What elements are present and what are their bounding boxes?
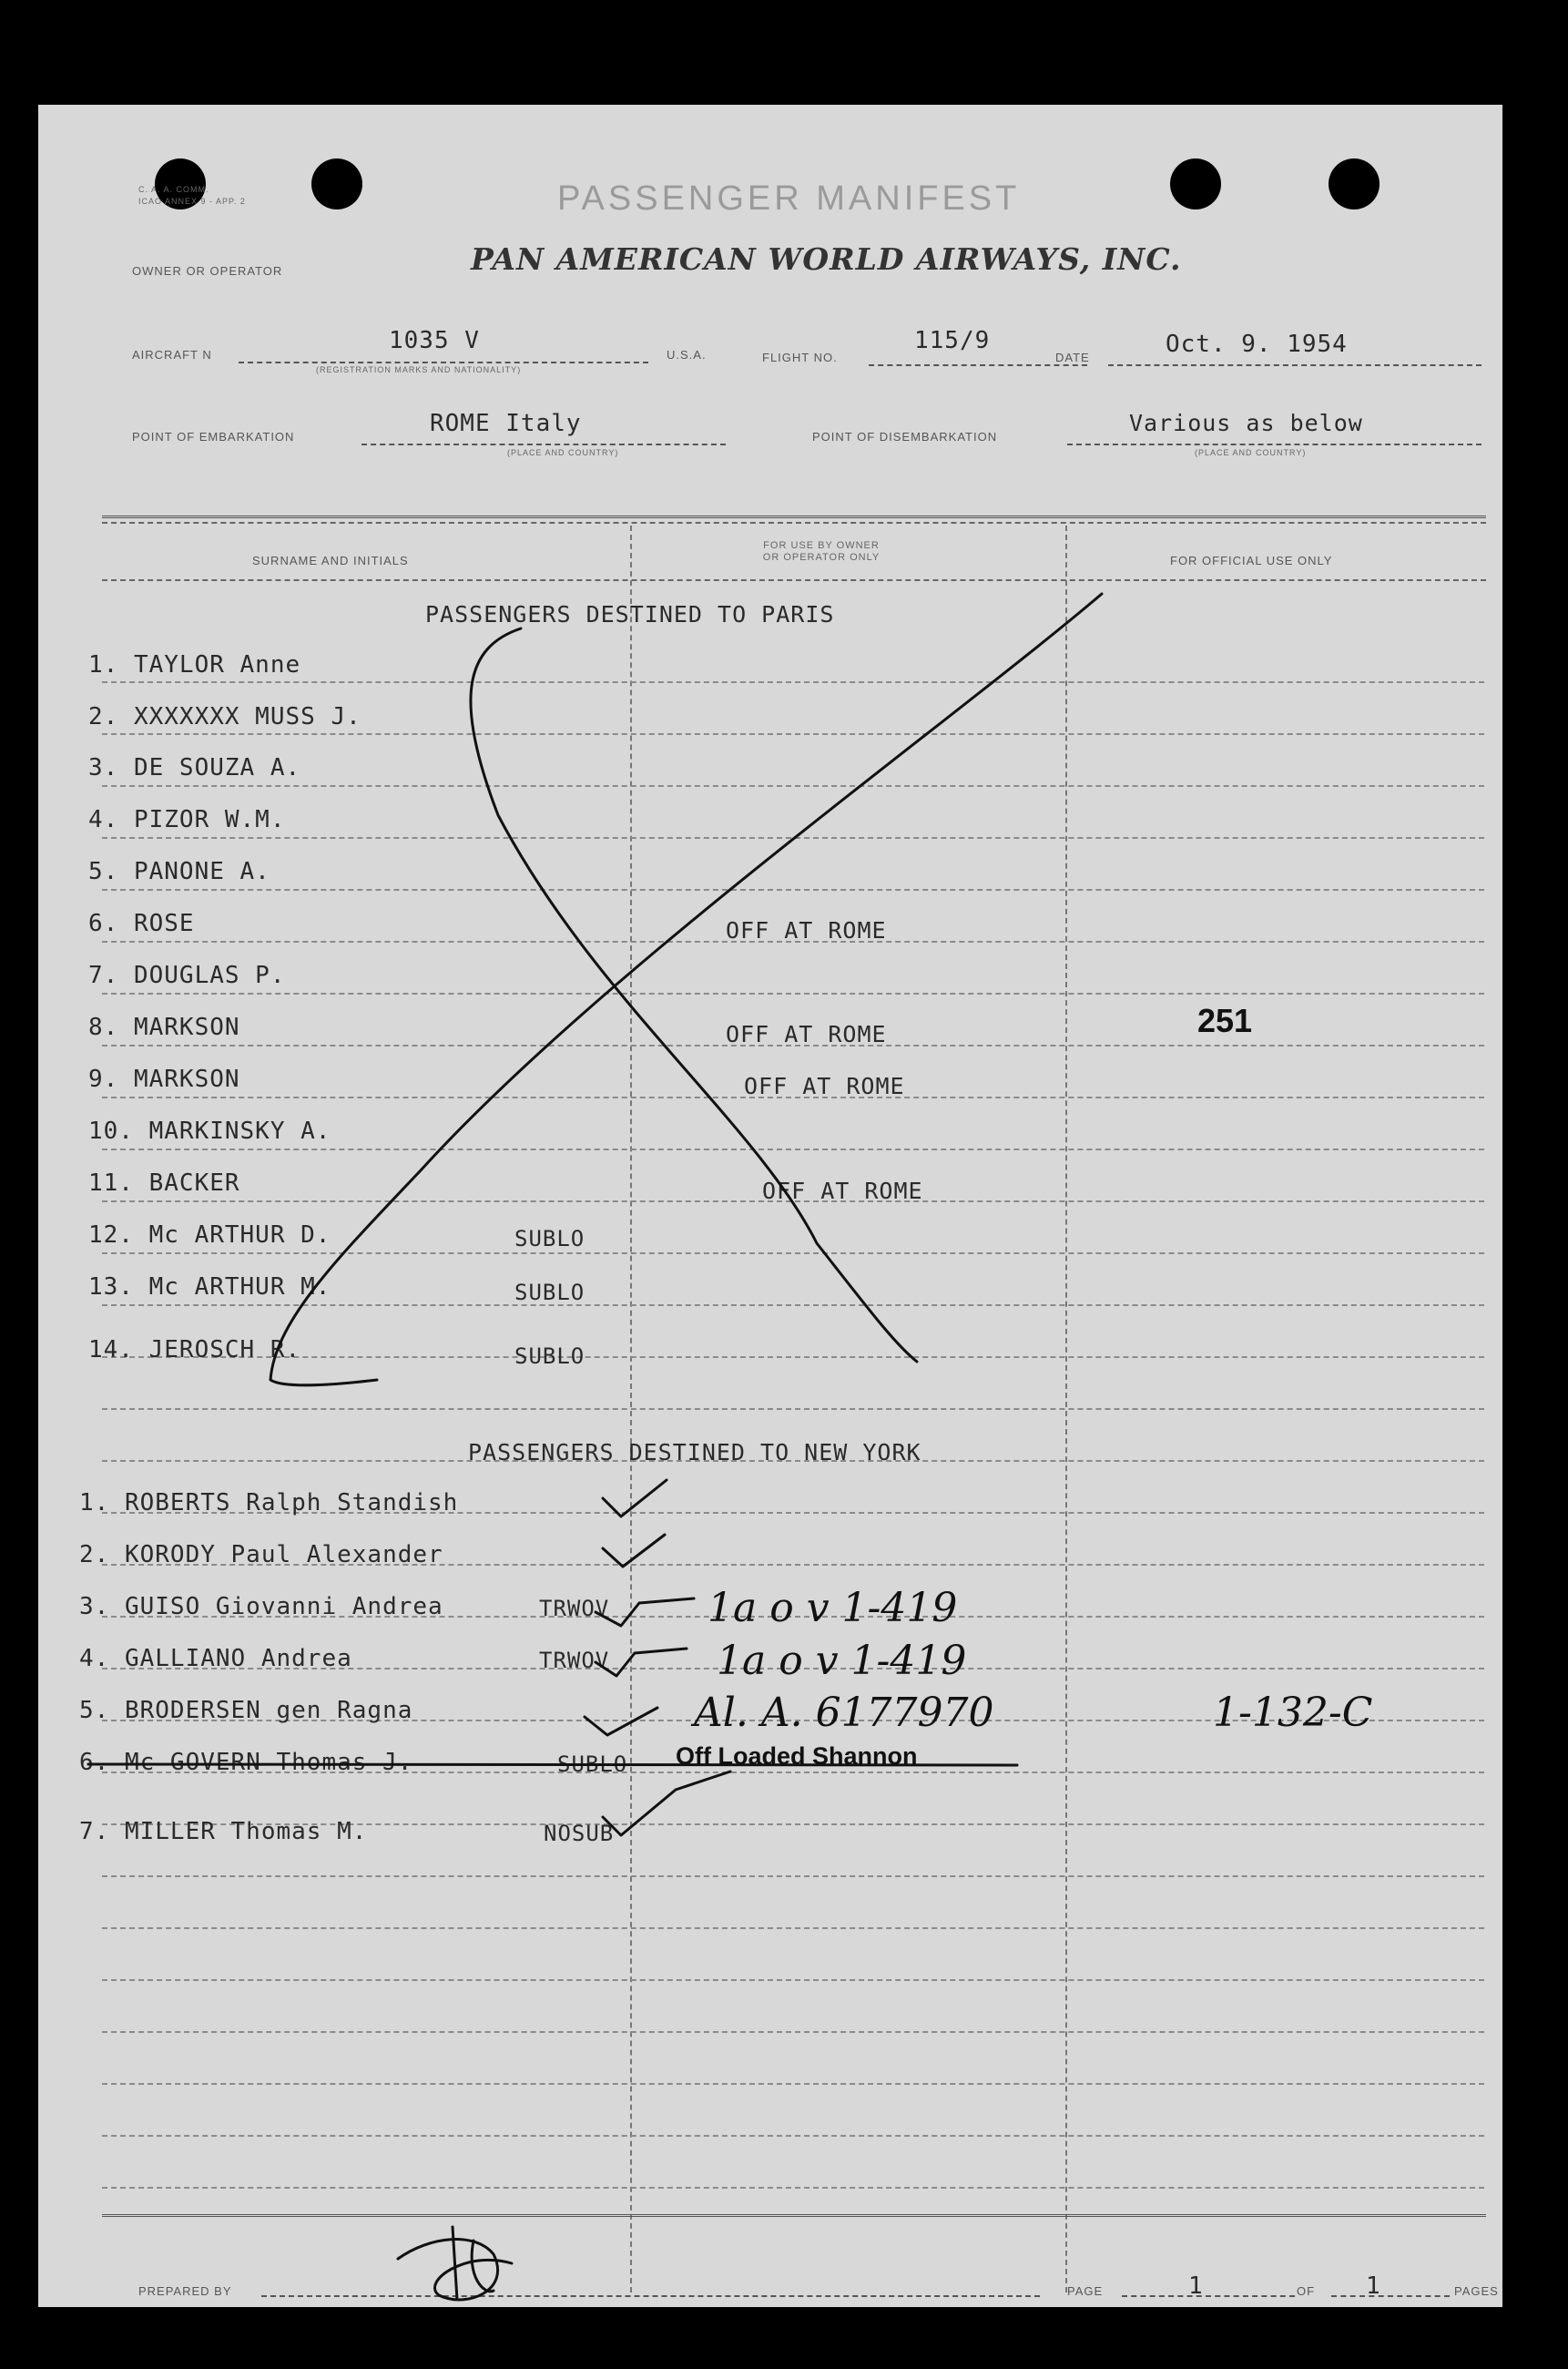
aircraft-label: AIRCRAFT N (132, 348, 212, 362)
check-mark (585, 1708, 657, 1735)
prepared-by-label: PREPARED BY (138, 2284, 232, 2298)
handwritten-note: Al. A. 6177970 (694, 1690, 994, 1736)
check-mark (603, 1480, 667, 1516)
official-number: 251 (1197, 1002, 1253, 1039)
owner-note: OFF AT ROME (744, 1073, 905, 1099)
list-item: 11. BACKER (88, 1169, 240, 1197)
list-item: 8. MARKSON (88, 1014, 240, 1041)
section-heading-paris: PASSENGERS DESTINED TO PARIS (425, 601, 835, 628)
flight-label: FLIGHT NO. (762, 351, 838, 364)
list-item: 5. PANONE A. (88, 858, 270, 885)
list-item: 6. ROSE (88, 910, 195, 937)
list-item: 7. DOUGLAS P. (88, 962, 286, 989)
section-heading-new-york: PASSENGERS DESTINED TO NEW YORK (468, 1439, 921, 1465)
list-item: 3. GUISO Giovanni Andrea (79, 1593, 443, 1620)
list-item: 13. Mc ARTHUR M. (88, 1273, 331, 1301)
strike-through (88, 1764, 1017, 1765)
embarkation-label: POINT OF EMBARKATION (132, 430, 295, 444)
passenger-code: TRWOV (539, 1596, 610, 1621)
pages-label: PAGES (1454, 2284, 1499, 2298)
date-value: Oct. 9. 1954 (1166, 331, 1348, 358)
handwritten-note: Off Loaded Shannon (676, 1742, 918, 1770)
list-item: 3. DE SOUZA A. (88, 754, 301, 781)
owner-use-line2: OR OPERATOR ONLY (762, 552, 881, 563)
page-value: 1 (1188, 2272, 1204, 2300)
column-header-official: FOR OFFICIAL USE ONLY (1170, 554, 1333, 567)
handwriting-overlay (38, 105, 1502, 2307)
usa-label: U.S.A. (667, 348, 707, 362)
page-title: PASSENGER MANIFEST (557, 179, 1021, 218)
handwritten-note: 1a o v 1-419 (717, 1638, 967, 1684)
owner-label: OWNER OR OPERATOR (132, 264, 283, 278)
handwritten-official: 1-132-C (1213, 1690, 1373, 1736)
date-label: DATE (1055, 351, 1090, 364)
list-item: 1. TAYLOR Anne (88, 651, 301, 679)
list-item: 1. ROBERTS Ralph Standish (79, 1489, 459, 1516)
of-value: 1 (1366, 2272, 1381, 2300)
owner-note: OFF AT ROME (726, 1021, 887, 1047)
cross-out-stroke (471, 628, 917, 1362)
list-item: 10. MARKINSKY A. (88, 1118, 331, 1145)
cross-out-stroke (270, 594, 1102, 1385)
passenger-code: SUBLO (514, 1280, 585, 1305)
list-item: 2. XXXXXXX MUSS J. (88, 703, 361, 730)
aircraft-value: 1035 V (389, 327, 480, 354)
list-item: 12. Mc ARTHUR D. (88, 1221, 331, 1249)
passenger-code: SUBLO (557, 1751, 628, 1777)
check-mark (596, 1649, 687, 1676)
column-header-surname: SURNAME AND INITIALS (252, 554, 409, 567)
check-mark (596, 1598, 694, 1626)
list-item: 4. GALLIANO Andrea (79, 1645, 352, 1672)
signature (398, 2227, 512, 2300)
embarkation-caption: (PLACE AND COUNTRY) (507, 448, 619, 457)
disembarkation-label: POINT OF DISEMBARKATION (812, 430, 998, 444)
disembarkation-value: Various as below (1129, 410, 1363, 436)
passenger-code: TRWOV (539, 1648, 610, 1673)
form-number-line2: ICAO ANNEX 9 - APP. 2 (138, 197, 246, 206)
owner-name: PAN AMERICAN WORLD AIRWAYS, INC. (471, 241, 1182, 277)
check-mark (603, 1772, 730, 1835)
list-item: 14. JEROSCH R. (88, 1336, 301, 1363)
passenger-code: SUBLO (514, 1226, 585, 1251)
manifest-sheet (38, 105, 1502, 2307)
list-item: 4. PIZOR W.M. (88, 806, 286, 833)
form-number-line1: C. A. A. COMM. (138, 185, 209, 194)
passenger-code: NOSUB (544, 1821, 615, 1846)
handwritten-note: 1a o v 1-419 (708, 1585, 958, 1631)
owner-use-line1: FOR USE BY OWNER (763, 540, 880, 551)
passenger-code: SUBLO (514, 1343, 585, 1369)
of-label: OF (1297, 2284, 1316, 2298)
list-item: 2. KORODY Paul Alexander (79, 1541, 443, 1568)
check-mark (603, 1535, 665, 1567)
owner-note: OFF AT ROME (726, 917, 887, 944)
page-label: PAGE (1067, 2284, 1104, 2298)
list-item: 5. BRODERSEN gen Ragna (79, 1697, 413, 1724)
owner-note: OFF AT ROME (762, 1178, 923, 1204)
list-item: 6. Mc GOVERN Thomas J. (79, 1749, 413, 1776)
embarkation-value: ROME Italy (430, 410, 582, 437)
list-item: 7. MILLER Thomas M. (79, 1818, 368, 1845)
flight-value: 115/9 (914, 327, 991, 354)
registration-caption: (REGISTRATION MARKS AND NATIONALITY) (316, 365, 522, 374)
list-item: 9. MARKSON (88, 1066, 240, 1093)
disembarkation-caption: (PLACE AND COUNTRY) (1195, 448, 1307, 457)
